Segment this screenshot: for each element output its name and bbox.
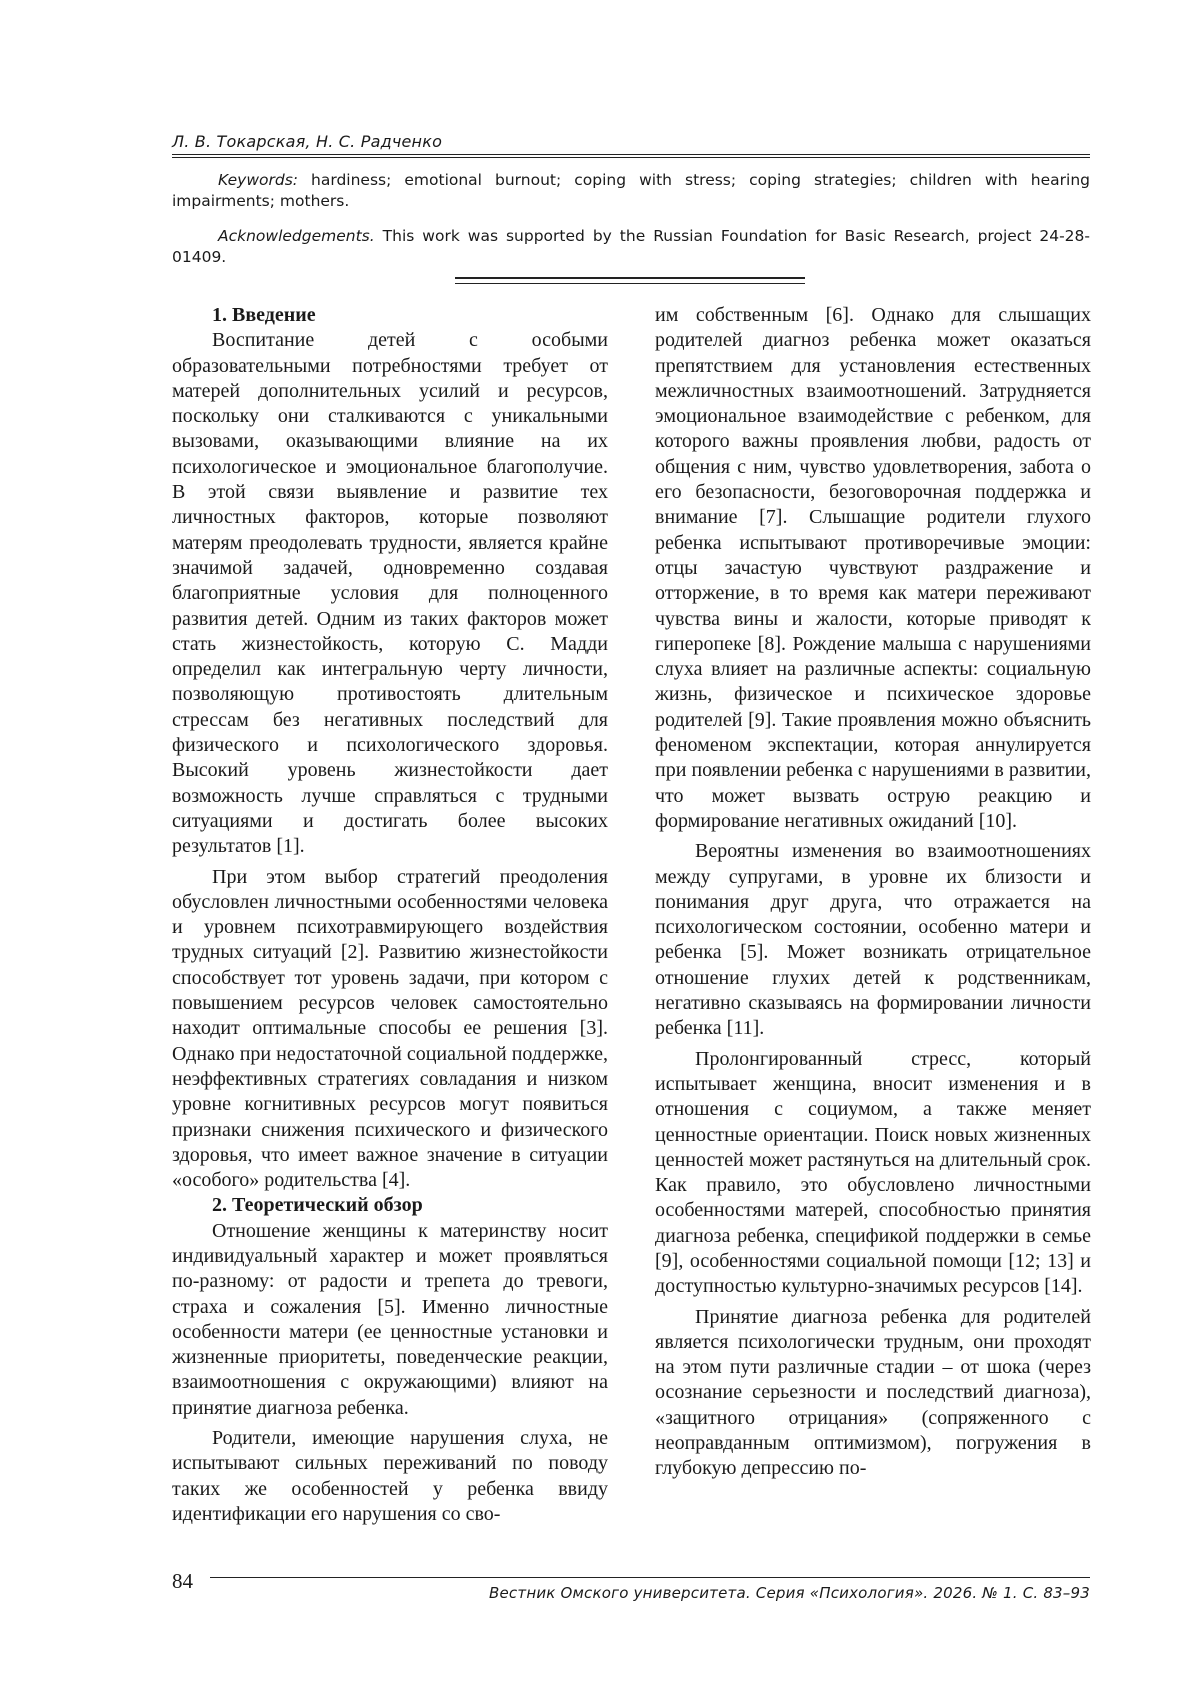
paragraph: Пролонгированный стресс, который испытывает женщина, вносит изменения и в отношения с социумом, а также меняет ценностные ориентации. Поиск новых жизненных ценностей может растянуться на длительный срок. Как правило, это обусловлено личностными особенностями матерей, способностью принятия диагноза ребенка, спецификой поддержки в семье [9], особенностями социальной помощи [12; 13] и доступностью культурно-значимых ресурсов [14]. — [655, 1047, 1091, 1298]
running-head-authors: Л. В. Токарская, Н. С. Радченко — [172, 132, 443, 151]
section-heading-introduction: 1. Введение — [212, 304, 316, 326]
paragraph: При этом выбор стратегий преодоления обусловлен личностными особенностями человека и уровнем психотравмирующего воздействия трудных ситуаций [2]. Развитию жизнестойкости способствует тот уровень задачи, при котором с повышением ресурсов человек самостоятельно находит оптимальные способы ее решения [3]. Однако при недостаточной социальной поддержке, неэффективных стратегиях совладания и низком уровне когнитивных ресурсов могут появиться признаки снижения психического и физического здоровья, что имеет важное значение в ситуации «особого» родительства [4]. — [172, 865, 608, 1192]
paragraph-continued: им собственным [6]. Однако для слышащих родителей диагноз ребенка может оказаться препятствием для установления естественных межличностных взаимоотношений. Затрудняется эмоциональное взаимодействие с ребенком, для которого важны проявления любви, радость от общения с ним, чувство удовлетворения, забота о его безопасности, безоговорочная поддержка и внимание [7]. Слышащие родители глухого ребенка испытывают противоречивые эмоции: отцы зачастую чувствуют раздражение и отторжение, в то время как матери переживают чувства вины и жалости, которые приводят к гиперопеке [8]. Рождение малыша с нарушениями слуха влияет на различные аспекты: социальную жизнь, физическое и психическое здоровье родителей [9]. Такие проявления можно объяснить феноменом экспектации, которая аннулируется при появлении ребенка с нарушениями в развитии, что может вызвать острую реакцию и формирование негативных ожиданий [10]. — [655, 304, 1091, 832]
page-number: 84 — [172, 1569, 193, 1593]
paragraph: Отношение женщины к материнству носит индивидуальный характер и может проявляться по-разному: от радости и трепета до тревоги, страха и сожаления [5]. Именно личностные особенности матери (ее ценностные установки и жизненные приоритеты, поведенческие реакции, взаимоотношения с окружающими) влияют на принятие диагноза ребенка. — [172, 1219, 608, 1419]
acknowledgements-block — [172, 226, 1090, 268]
paragraph: Воспитание детей с особыми образовательными потребностями требует от матерей дополнительных усилий и ресурсов, поскольку они сталкиваются с уникальными вызовами, оказывающими влияние на их психологическое и эмоциональное благополучие. В этой связи выявление и развитие тех личностных факторов, которые позволяют матерям преодолевать трудности, является крайне значимой задачей, одновременно создавая благоприятные условия для полноценного развития детей. Одним из таких факторов может стать жизнестойкость, которую С. Мадди определил как интегральную черту личности, позволяющую противостоять длительным стрессам без негативных последствий для физического и психологического здоровья. Высокий уровень жизнестойкости дает возможность лучше справляться с трудными ситуациями и достигать более высоких результатов [1]. — [172, 329, 608, 858]
header-rule — [172, 154, 1090, 158]
keywords-label: Keywords: — [218, 171, 298, 189]
paragraph: Вероятны изменения во взаимоотношениях между супругами, в уровне их близости и понимания друг друга, что отражается на психологическом состоянии, особенно матери и ребенка [5]. Может возникать отрицательное отношение глухих детей к родственникам, негативно сказываясь на формировании личности ребенка [11]. — [655, 840, 1091, 1040]
keywords-text: hardiness; emotional burnout; coping with stress; coping strategies; children with hearing impairments; mothers. — [172, 171, 1090, 210]
paragraph: Родители, имеющие нарушения слуха, не испытывают сильных переживаний по поводу таких же особенностей у ребенка ввиду идентификации его нарушения со сво- — [172, 1427, 608, 1525]
acknowledgements-text: This work was supported by the Russian Foundation for Basic Research, project 24-28-01409. — [172, 227, 1090, 266]
journal-citation: Вестник Омского университета. Серия «Психология». 2026. № 1. С. 83–93 — [489, 1584, 1090, 1602]
right-column — [655, 303, 1091, 1482]
section-heading-theory: 2. Теоретический обзор — [212, 1194, 423, 1217]
footer-rule — [210, 1577, 1090, 1578]
section-separator-rule — [455, 277, 805, 284]
keywords-block — [172, 170, 1090, 212]
paragraph: Принятие диагноза ребенка для родителей является психологически трудным, они проходят на этом пути различные стадии – от шока (через осознание серьезности и последствий диагноза), «защитного отрицания» (сопряженного с неоправданным оптимизмом), погружения в глубокую депрессию по- — [655, 1305, 1091, 1480]
left-column — [172, 303, 608, 1527]
acknowledgements-label: Acknowledgements. — [218, 227, 375, 245]
